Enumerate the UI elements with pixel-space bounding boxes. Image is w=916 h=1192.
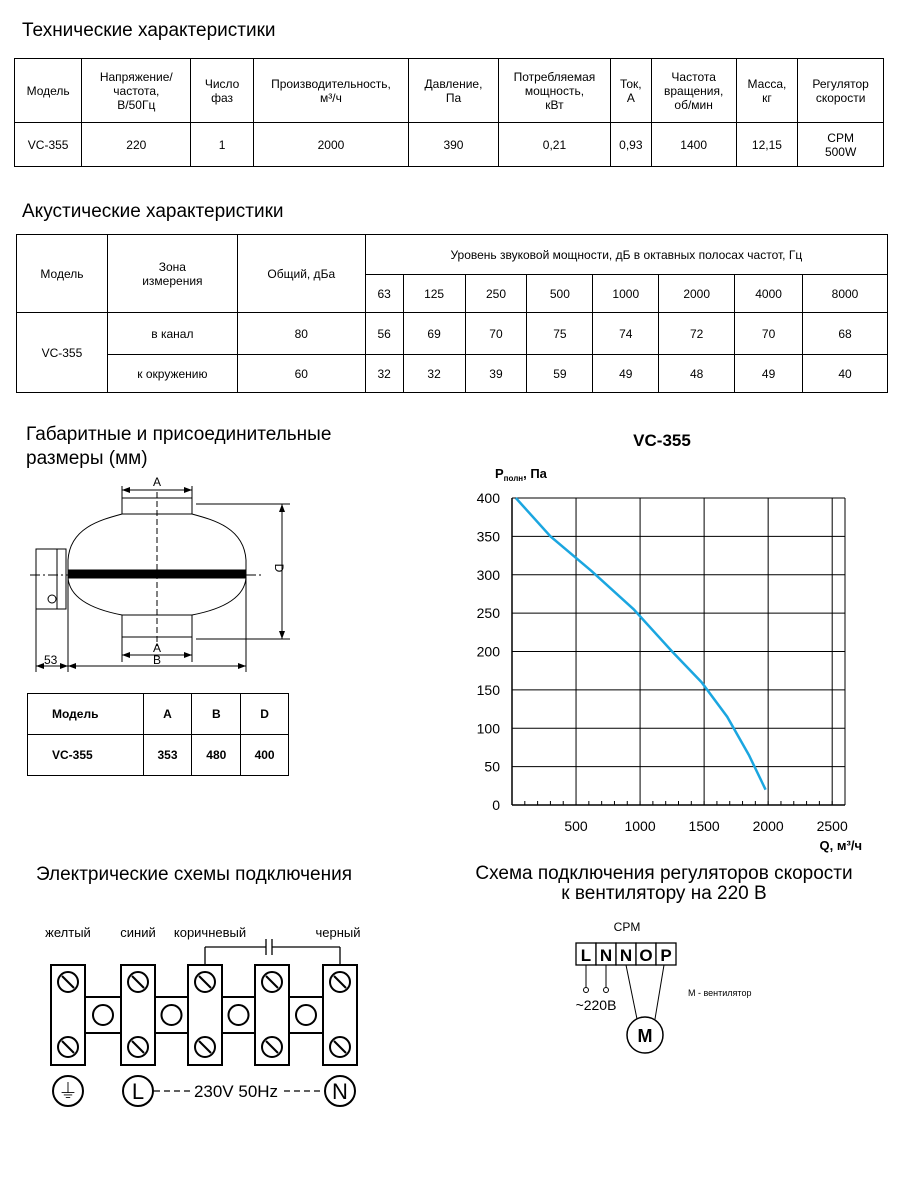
dims-data-cell: 400 [241, 735, 289, 776]
acoustic-freq-cell: 125 [403, 275, 465, 313]
supply-n-contact [604, 988, 609, 993]
chart-title: VC-355 [633, 431, 691, 450]
acoustic-col-total: Общий, дБа [237, 235, 365, 313]
acoustic-value-cell: 32 [365, 355, 403, 393]
tech-data-cell: 2000 [253, 123, 408, 167]
line-symbol: L [131, 1079, 145, 1104]
tech-data-cell: 390 [409, 123, 499, 167]
mounting-bracket [36, 549, 66, 609]
chart-y-tick-label: 250 [476, 605, 500, 622]
dims-header-cell: A [143, 694, 192, 735]
tech-header-cell [611, 59, 652, 123]
tech-header-line: кг [762, 90, 772, 105]
acoustic-model-cell: VC-355 [17, 313, 108, 393]
regulator-supply-label: ~220В [575, 997, 617, 1013]
acoustic-total-cell: 80 [237, 313, 365, 355]
dim-label-a-top: A [152, 475, 162, 489]
tech-header-line: Ток, [619, 76, 642, 91]
acoustic-value-cell: 69 [403, 313, 465, 355]
terminal-block [255, 965, 289, 1065]
bridge-screw-icon [296, 1005, 316, 1025]
regulator-terminal-label: L [580, 946, 592, 965]
dims-data-cell: 480 [192, 735, 241, 776]
tech-header-cell [798, 59, 884, 123]
wire-label-yellow: желтый [45, 925, 91, 940]
tech-header-cell [736, 59, 798, 123]
dim-label-a-bottom: A [152, 641, 162, 655]
acoustic-freq-cell: 2000 [659, 275, 735, 313]
acoustic-value-cell: 32 [403, 355, 465, 393]
tech-data-cell: 1400 [651, 123, 736, 167]
terminal-block [121, 965, 155, 1065]
tech-header-line: Производительность, [271, 76, 391, 91]
tech-header-line: фаз [211, 90, 234, 105]
terminal-block [323, 965, 357, 1065]
tech-header-cell [498, 59, 610, 123]
tech-header-line: Давление, [424, 76, 483, 91]
tech-spec-table [14, 58, 884, 167]
chart-y-tick-label: 50 [484, 758, 500, 775]
acoustic-value-cell: 49 [735, 355, 803, 393]
dims-header-cell: D [241, 694, 289, 735]
tech-header-cell [253, 59, 408, 123]
tech-header-line: Па [445, 90, 462, 105]
acoustic-freq-cell: 500 [527, 275, 593, 313]
acoustic-freq-cell: 250 [465, 275, 527, 313]
supply-label: 230V 50Hz [193, 1082, 279, 1101]
tech-header-line: Модель [26, 83, 70, 98]
terminal-block [51, 965, 85, 1065]
regulator-wiring-diagram [560, 915, 780, 1065]
acoustic-zone-cell: к окружению [107, 355, 237, 393]
tech-header-line: кВт [545, 97, 564, 112]
tech-header-line: скорости [815, 90, 866, 105]
tech-data-cell: 0,21 [498, 123, 610, 167]
acoustic-freq-cell: 63 [365, 275, 403, 313]
chart-y-tick-label: 0 [492, 797, 500, 813]
terminal-block [188, 965, 222, 1065]
acoustic-value-cell: 39 [465, 355, 527, 393]
acoustic-row-duct [17, 313, 888, 355]
motor-note: M - вентилятор [688, 988, 752, 998]
chart-x-tick-label: 2500 [816, 818, 848, 834]
wiring-section-title: Электрические схемы подключения [36, 864, 353, 885]
dims-title-line2: размеры (мм) [26, 448, 148, 469]
dims-data-cell: VC-355 [28, 735, 144, 776]
dims-data-row [28, 735, 289, 776]
dims-data-cell: 353 [143, 735, 192, 776]
tech-data-row [15, 123, 884, 167]
regulator-title-line2: к вентилятору на 220 В [561, 883, 767, 904]
tech-data-cell: 1 [191, 123, 254, 167]
chart-x-tick-label: 1000 [624, 818, 656, 834]
tech-header-cell [82, 59, 191, 123]
acoustic-value-cell: 70 [735, 313, 803, 355]
supply-l-contact [584, 988, 589, 993]
acoustic-col-octave: Уровень звуковой мощности, дБ в октавных полосах частот, Гц [365, 235, 887, 275]
acoustic-value-cell: 48 [659, 355, 735, 393]
chart-x-axis-label: Q, м³/ч [819, 838, 862, 853]
tech-header-line: Масса, [747, 76, 787, 91]
chart-x-tick-label: 500 [564, 818, 588, 834]
mount-hole [48, 595, 56, 603]
chart-y-tick-label: 200 [476, 643, 500, 660]
earth-icon: ⏚ [58, 1081, 78, 1103]
tech-header-line: об/мин [674, 97, 713, 112]
neutral-symbol: N [332, 1079, 348, 1104]
tech-header-line: мощность, [524, 83, 585, 98]
wire-label-brown: коричневый [173, 925, 247, 940]
tech-data-cell: VC-355 [15, 123, 82, 167]
acoustic-row-ambient [17, 355, 888, 393]
tech-header-line: вращения, [664, 83, 724, 98]
acoustic-value-cell: 40 [803, 355, 888, 393]
acoustic-value-cell: 72 [659, 313, 735, 355]
tech-header-line: м³/ч [320, 90, 342, 105]
acoustic-value-cell: 75 [527, 313, 593, 355]
tech-data-cell: 0,93 [611, 123, 652, 167]
pressure-flow-chart [440, 420, 880, 860]
wire-label-blue: синий [120, 925, 156, 940]
tech-header-line: А [626, 90, 635, 105]
tech-header-row [15, 59, 884, 123]
fan-dimension-drawing [0, 468, 330, 678]
dims-header-row [28, 694, 289, 735]
acoustic-value-cell: 74 [593, 313, 659, 355]
chart-x-tick-label: 1500 [688, 818, 720, 834]
chart-y-tick-label: 350 [476, 528, 500, 545]
acoustic-table [16, 234, 888, 393]
wire-label-black: черный [315, 925, 361, 940]
chart-y-tick-label: 400 [476, 490, 500, 506]
regulator-terminal-label: P [660, 946, 672, 965]
acoustic-zone-cell: в канал [107, 313, 237, 355]
tech-header-line: Напряжение/ [99, 69, 173, 84]
acoustic-value-cell: 68 [803, 313, 888, 355]
motor-icon: M [637, 1026, 653, 1046]
tech-header-cell [191, 59, 254, 123]
regulator-device-name: CPM [613, 920, 641, 934]
tech-data-cell: 220 [82, 123, 191, 167]
tech-header-line: В/50Гц [117, 97, 156, 112]
dims-section-title [26, 423, 331, 471]
dims-header-cell: B [192, 694, 241, 735]
bridge-screw-icon [93, 1005, 113, 1025]
regulator-terminal-label: O [639, 946, 653, 965]
chart-y-tick-label: 300 [476, 566, 500, 583]
capacitor [205, 939, 340, 965]
acoustic-freq-cell: 4000 [735, 275, 803, 313]
acoustic-col-zone: Зона измерения [107, 235, 237, 313]
tech-data-cell: 12,15 [736, 123, 798, 167]
tech-header-line: Регулятор [812, 76, 869, 91]
tech-header-cell [409, 59, 499, 123]
regulator-terminal-label: N [619, 946, 633, 965]
chart-x-tick-label: 2000 [752, 818, 784, 834]
tech-header-line: Потребляемая [513, 69, 596, 84]
acoustic-freq-cell: 1000 [593, 275, 659, 313]
dim-label-53: 53 [44, 653, 58, 667]
acoustic-value-cell: 59 [527, 355, 593, 393]
bridge-screw-icon [229, 1005, 249, 1025]
tech-header-cell [651, 59, 736, 123]
bridge-screw-icon [162, 1005, 182, 1025]
dim-label-b: B [152, 653, 162, 667]
acoustic-section-title: Акустические характеристики [22, 201, 284, 222]
dims-header-cell: Модель [28, 694, 144, 735]
tech-header-line: Число [204, 76, 240, 91]
tech-header-cell [15, 59, 82, 123]
chart-y-axis-label: $P_{полн}$, Па [495, 466, 547, 483]
tech-header-line: Частота [671, 69, 716, 84]
dims-title-line1: Габаритные и присоединительные [26, 424, 332, 445]
acoustic-value-cell: 70 [465, 313, 527, 355]
chart-y-tick-label: 100 [476, 720, 500, 737]
acoustic-total-cell: 60 [237, 355, 365, 393]
dims-table [27, 693, 289, 776]
regulator-terminal-label: N [599, 946, 613, 965]
tech-header-line: частота, [113, 83, 160, 98]
acoustic-freq-cell: 8000 [803, 275, 888, 313]
acoustic-value-cell: 49 [593, 355, 659, 393]
chart-series-line [516, 498, 766, 790]
acoustic-value-cell: 56 [365, 313, 403, 355]
regulator-title-line1: Схема подключения регуляторов скорости [475, 863, 853, 884]
terminal-block-diagram [30, 915, 390, 1115]
acoustic-col-model: Модель [17, 235, 108, 313]
regulator-section-title [444, 864, 884, 904]
tech-section-title: Технические характеристики [22, 20, 276, 41]
dim-label-d: D [272, 563, 286, 573]
tech-data-cell: CPM 500W [798, 123, 884, 167]
chart-y-tick-label: 150 [476, 681, 500, 698]
